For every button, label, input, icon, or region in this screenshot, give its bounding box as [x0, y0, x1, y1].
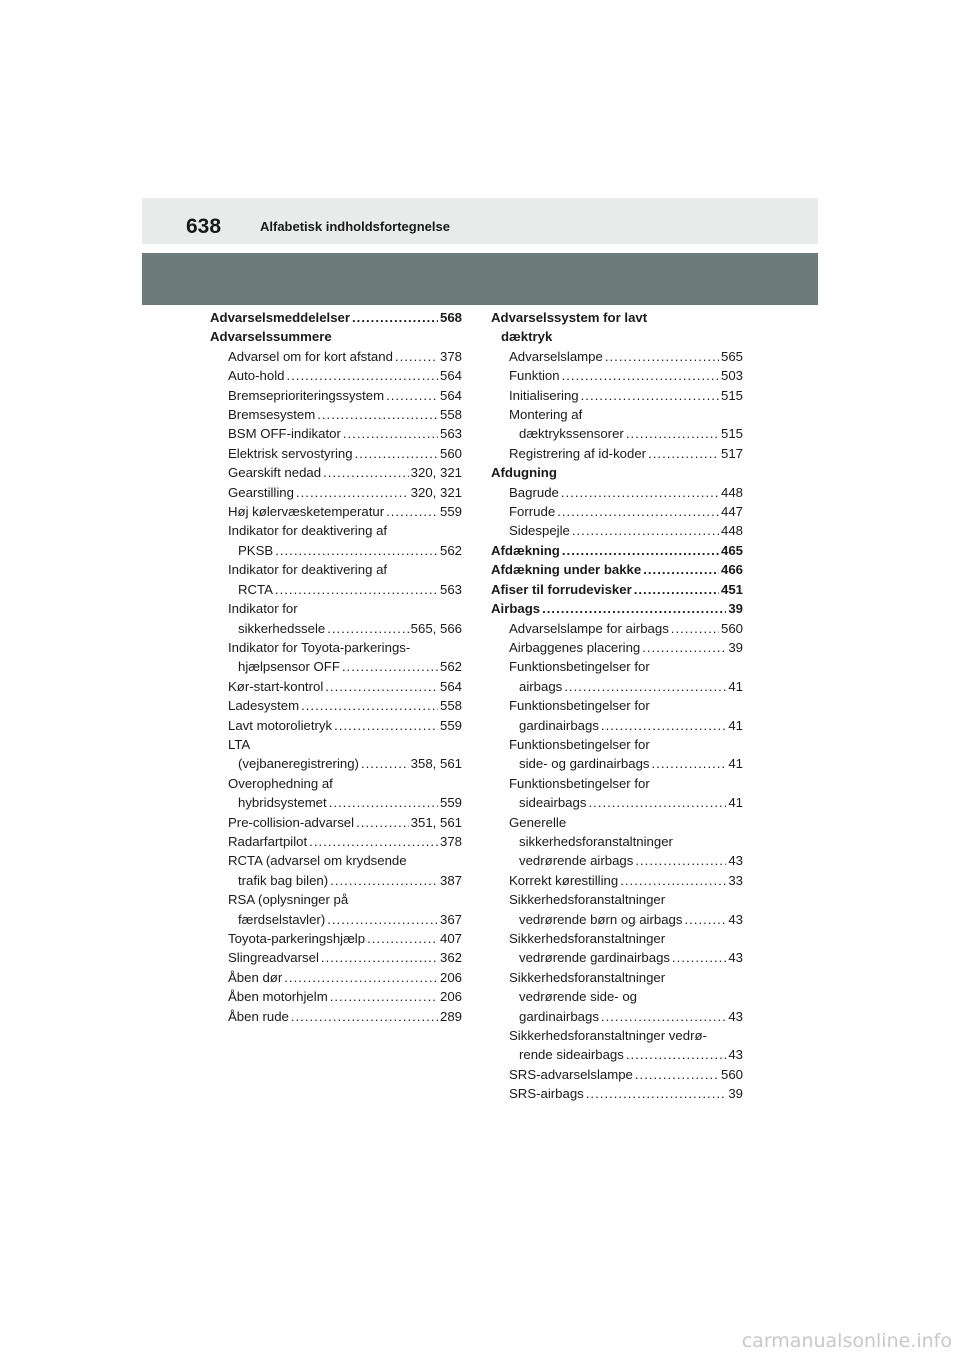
entry-label: Gearskift nedad [228, 465, 322, 481]
dot-leader [386, 386, 438, 405]
page-ref[interactable]: 451 [720, 581, 743, 597]
entry-label: Afdugning [491, 465, 557, 481]
dot-leader [626, 424, 719, 443]
index-entry [491, 1026, 743, 1045]
entry-label: Advarselslampe [509, 348, 603, 364]
index-entry [210, 851, 462, 870]
entry-label: Afdækning under bakke [491, 562, 642, 578]
index-entry [210, 793, 462, 812]
entry-label: Lavt motorolietryk [228, 717, 333, 733]
page-ref[interactable]: 564 [439, 678, 462, 694]
dot-leader [648, 444, 719, 463]
dot-leader [301, 696, 438, 715]
index-heading [491, 463, 743, 482]
entry-label: vedrørende børn og airbags [519, 911, 683, 927]
entry-label: airbags [519, 678, 563, 694]
page-ref[interactable]: 378 [439, 833, 462, 849]
index-entry [210, 405, 462, 424]
index-entry [210, 424, 462, 443]
entry-label: sikkerhedsforanstaltninger [519, 833, 673, 849]
page-ref[interactable]: 563 [439, 426, 462, 442]
page-ref[interactable]: 39 [728, 601, 743, 617]
page-ref[interactable]: 289 [439, 1008, 462, 1024]
entry-label: Radarfartpilot [228, 833, 308, 849]
page-ref[interactable]: 387 [439, 872, 462, 888]
entry-label: Advarselslampe for airbags [509, 620, 669, 636]
dot-leader [605, 347, 719, 366]
entry-label: dæktrykssensorer [519, 426, 624, 442]
entry-label: RSA (oplysninger på [228, 892, 349, 908]
dot-leader [330, 871, 438, 890]
entry-label: Funktionsbetingelser for [509, 698, 650, 714]
page-ref[interactable]: 43 [728, 1008, 743, 1024]
index-entry [491, 987, 743, 1006]
dot-leader [275, 580, 438, 599]
dot-leader [557, 502, 719, 521]
index-entry [491, 1045, 743, 1064]
entry-label: Funktionsbetingelser for [509, 659, 650, 675]
page-ref[interactable]: 466 [720, 562, 743, 578]
dot-leader [626, 1045, 726, 1064]
section-title: Alfabetisk indholdsfortegnelse [260, 219, 450, 234]
entry-label: færdselstavler) [238, 911, 326, 927]
dot-leader [635, 851, 726, 870]
index-entry [210, 599, 462, 618]
entry-label: dæktryk [501, 329, 553, 345]
entry-label: Registrering af id-koder [509, 445, 647, 461]
index-entry [491, 929, 743, 948]
dot-leader [309, 832, 438, 851]
page-ref[interactable]: 367 [439, 911, 462, 927]
index-entry [491, 521, 743, 540]
dot-leader [286, 366, 438, 385]
dot-leader [291, 1007, 438, 1026]
index-entry [491, 386, 743, 405]
index-entry [210, 968, 462, 987]
page-ref[interactable]: 564 [439, 368, 462, 384]
entry-label: Afdækning [491, 542, 560, 558]
index-heading [210, 308, 462, 327]
dot-leader [635, 1065, 719, 1084]
entry-label: Pre-collision-advarsel [228, 814, 355, 830]
entry-label: Åben motorhjelm [228, 989, 328, 1005]
entry-label: LTA [228, 736, 251, 752]
dot-leader [367, 929, 438, 948]
dot-leader [542, 599, 726, 618]
page-ref[interactable]: 206 [439, 989, 462, 1005]
dot-leader [296, 483, 409, 502]
page-ref[interactable]: 565, 566 [410, 620, 462, 636]
page-ref[interactable]: 560 [720, 1066, 743, 1082]
entry-label: sikkerhedssele [238, 620, 326, 636]
header-bar [142, 198, 818, 244]
index-entry [491, 813, 743, 832]
dot-leader [620, 871, 726, 890]
index-entry [491, 968, 743, 987]
index-entry [491, 444, 743, 463]
entry-label: hjælpsensor OFF [238, 659, 340, 675]
index-entry [210, 813, 462, 832]
entry-label: Åben rude [228, 1008, 289, 1024]
dot-leader [284, 968, 438, 987]
page-ref[interactable]: 41 [728, 678, 743, 694]
dot-leader [564, 677, 726, 696]
index-entry [210, 619, 462, 638]
entry-label: Generelle [509, 814, 567, 830]
page-ref[interactable]: 559 [439, 717, 462, 733]
entry-label: Advarselsmeddelelser [210, 310, 351, 325]
entry-label: Sikkerhedsforanstaltninger [509, 931, 666, 946]
entry-label: Funktionsbetingelser for [509, 736, 650, 752]
page-ref[interactable]: 558 [439, 698, 462, 714]
entry-label: Sikkerhedsforanstaltninger [509, 969, 666, 985]
entry-label: (vejbaneregistrering) [238, 756, 359, 772]
entry-label: Indikator for deaktivering af [228, 523, 388, 539]
index-entry [210, 774, 462, 793]
index-entry [491, 832, 743, 851]
index-entry [210, 638, 462, 657]
dot-leader [562, 541, 719, 560]
page-ref[interactable]: 568 [439, 310, 462, 325]
index-entry [491, 910, 743, 929]
index-entry [491, 638, 743, 657]
entry-label: Bagrude [509, 484, 559, 500]
entry-label: sideairbags [519, 795, 587, 811]
dot-leader [327, 910, 438, 929]
page-ref[interactable]: 407 [439, 931, 462, 946]
entry-label: Initialisering [509, 387, 579, 403]
dot-leader [323, 463, 409, 482]
index-entry [491, 716, 743, 735]
index-heading [491, 599, 743, 618]
index-entry [210, 677, 462, 696]
dot-leader [334, 716, 438, 735]
index-column-left [210, 308, 462, 1026]
dot-leader [562, 366, 719, 385]
index-entry [210, 483, 462, 502]
index-entry [210, 502, 462, 521]
index-entry [210, 580, 462, 599]
entry-label: Funktion [509, 368, 560, 384]
dot-leader [588, 793, 726, 812]
entry-label: Forrude [509, 504, 556, 520]
entry-label: PKSB [238, 542, 274, 558]
index-entry [210, 754, 462, 773]
page-ref[interactable]: 515 [720, 387, 743, 403]
entry-label: gardinairbags [519, 1008, 599, 1024]
entry-label: Korrekt kørestilling [509, 872, 619, 888]
dot-leader [361, 754, 409, 773]
page-ref[interactable]: 378 [439, 348, 462, 364]
entry-label: Sikkerhedsforanstaltninger [509, 892, 666, 908]
dot-leader [601, 716, 726, 735]
index-entry [210, 910, 462, 929]
page-ref[interactable]: 39 [728, 1086, 743, 1102]
entry-label: vedrørende gardinairbags [519, 950, 671, 966]
entry-label: Indikator for Toyota-parkerings- [228, 639, 411, 655]
page-ref[interactable]: 41 [728, 717, 743, 733]
entry-label: Elektrisk servostyring [228, 445, 353, 461]
index-entry [491, 405, 743, 424]
page-ref[interactable]: 320, 321 [410, 484, 462, 500]
index-entry [210, 735, 462, 754]
page-ref[interactable]: 515 [720, 426, 743, 442]
dot-leader [581, 386, 719, 405]
entry-label: Toyota-parkeringshjælp [228, 931, 366, 946]
dot-leader [386, 502, 438, 521]
dot-leader [275, 541, 438, 560]
index-entry [491, 347, 743, 366]
page-ref[interactable]: 39 [728, 639, 743, 655]
entry-label: Advarsel om for kort afstand [228, 348, 393, 364]
dot-leader [356, 813, 409, 832]
entry-label: BSM OFF-indikator [228, 426, 341, 442]
index-entry [210, 657, 462, 676]
dot-leader [671, 619, 719, 638]
index-entry [210, 716, 462, 735]
page-ref[interactable]: 448 [720, 484, 743, 500]
index-heading [491, 308, 743, 327]
entry-label: Advarselssystem for lavt [491, 310, 648, 325]
entry-label: trafik bag bilen) [238, 872, 329, 888]
entry-label: Slingreadvarsel [228, 950, 319, 966]
index-entry [210, 444, 462, 463]
page-ref[interactable]: 517 [720, 445, 743, 461]
entry-label: hybridsystemet [238, 795, 327, 811]
dot-leader [642, 638, 726, 657]
index-entry [210, 832, 462, 851]
index-entry [491, 735, 743, 754]
page-number: 638 [186, 215, 222, 238]
dot-leader [330, 987, 438, 1006]
page-ref[interactable]: 43 [728, 853, 743, 869]
entry-label: Overophedning af [228, 775, 333, 791]
page-ref[interactable]: 465 [720, 542, 743, 558]
index-entry [491, 1084, 743, 1103]
page-ref[interactable]: 564 [439, 387, 462, 403]
index-entry [210, 366, 462, 385]
index-heading [491, 541, 743, 560]
dot-leader [342, 657, 438, 676]
page-ref[interactable]: 565 [720, 348, 743, 364]
entry-label: gardinairbags [519, 717, 599, 733]
dot-leader [634, 580, 719, 599]
entry-label: Åben dør [228, 969, 283, 985]
entry-label: Gearstilling [228, 484, 294, 500]
index-entry [491, 754, 743, 773]
index-entry [491, 502, 743, 521]
dot-leader [643, 560, 719, 579]
dot-leader [684, 910, 726, 929]
dot-leader [572, 521, 719, 540]
index-entry [210, 560, 462, 579]
dot-leader [329, 793, 438, 812]
entry-label: Advarselssummere [210, 329, 332, 345]
page-ref[interactable]: 358, 561 [410, 756, 462, 772]
dot-leader [355, 444, 438, 463]
page-ref[interactable]: 503 [720, 368, 743, 384]
dot-leader [343, 424, 438, 443]
index-heading [491, 327, 743, 346]
index-entry [210, 987, 462, 1006]
index-entry [210, 463, 462, 482]
index-entry [491, 677, 743, 696]
entry-label: Kør-start-kontrol [228, 678, 324, 694]
index-entry [210, 521, 462, 540]
index-entry [491, 871, 743, 890]
page-ref[interactable]: 362 [439, 950, 462, 966]
page-ref[interactable]: 562 [439, 542, 462, 558]
entry-label: Sikkerhedsforanstaltninger vedrø- [509, 1028, 707, 1044]
entry-label: Indikator for deaktivering af [228, 562, 388, 578]
index-entry [210, 871, 462, 890]
page-ref[interactable]: 558 [439, 407, 462, 423]
page-ref[interactable]: 559 [439, 504, 462, 520]
page-ref[interactable]: 447 [720, 504, 743, 520]
page-ref[interactable]: 33 [728, 872, 743, 888]
watermark: carmanualsonline.info [741, 1330, 952, 1352]
page-ref[interactable]: 320, 321 [410, 465, 462, 481]
entry-label: Indikator for [228, 601, 298, 617]
entry-label: RCTA [238, 581, 273, 597]
index-entry [491, 483, 743, 502]
index-column-right [491, 308, 743, 1104]
entry-label: RCTA (advarsel om krydsende [228, 853, 407, 869]
index-entry [491, 696, 743, 715]
dot-leader [601, 1007, 726, 1026]
index-entry [491, 774, 743, 793]
index-entry [210, 948, 462, 967]
index-heading [491, 560, 743, 579]
entry-label: SRS-airbags [509, 1086, 584, 1102]
page-ref[interactable]: 351, 561 [410, 814, 462, 830]
page-ref[interactable]: 41 [728, 756, 743, 772]
index-entry [491, 619, 743, 638]
dot-leader [317, 405, 438, 424]
entry-label: Airbaggenes placering [509, 639, 641, 655]
entry-label: Airbags [491, 601, 541, 617]
page-ref[interactable]: 559 [439, 795, 462, 811]
index-entry [210, 541, 462, 560]
entry-label: Afiser til forrudevisker [491, 581, 632, 597]
index-entry [210, 386, 462, 405]
index-entry [491, 424, 743, 443]
index-entry [491, 793, 743, 812]
page-ref[interactable]: 43 [728, 911, 743, 927]
index-entry [210, 890, 462, 909]
dot-leader [561, 483, 719, 502]
page-ref[interactable]: 43 [728, 1047, 743, 1063]
dot-leader [327, 619, 408, 638]
entry-label: Montering af [509, 407, 583, 423]
index-entry [210, 1007, 462, 1026]
page-ref[interactable]: 560 [439, 445, 462, 461]
index-entry [491, 851, 743, 870]
dot-leader [395, 347, 438, 366]
page-ref[interactable]: 563 [439, 581, 462, 597]
index-entry [210, 347, 462, 366]
entry-label: Bremseprioriteringssystem [228, 387, 385, 403]
index-entry [491, 657, 743, 676]
entry-label: Funktionsbetingelser for [509, 775, 650, 791]
index-entry [491, 890, 743, 909]
entry-label: SRS-advarselslampe [509, 1066, 633, 1082]
entry-label: side- og gardinairbags [519, 756, 650, 772]
index-entry [210, 929, 462, 948]
index-heading [491, 580, 743, 599]
index-entry [210, 696, 462, 715]
dot-leader [652, 754, 727, 773]
index-entry [491, 948, 743, 967]
header-band [142, 253, 818, 305]
index-entry [491, 1007, 743, 1026]
entry-label: Bremsesystem [228, 407, 316, 423]
entry-label: vedrørende airbags [519, 853, 634, 869]
entry-label: Høj kølervæsketemperatur [228, 504, 385, 520]
page-ref[interactable]: 448 [720, 523, 743, 539]
index-heading [210, 327, 462, 346]
entry-label: Auto-hold [228, 368, 285, 384]
page-ref[interactable]: 562 [439, 659, 462, 675]
dot-leader [586, 1084, 727, 1103]
entry-label: Sidespejle [509, 523, 570, 539]
entry-label: rende sideairbags [519, 1047, 624, 1063]
entry-label: vedrørende side- og [519, 989, 638, 1005]
dot-leader [352, 308, 438, 327]
dot-leader [325, 677, 438, 696]
page-ref[interactable]: 560 [720, 620, 743, 636]
index-entry [491, 366, 743, 385]
index-entry [491, 1065, 743, 1084]
page-ref[interactable]: 41 [728, 795, 743, 811]
page-ref[interactable]: 43 [728, 950, 743, 966]
page-ref[interactable]: 206 [439, 969, 462, 985]
entry-label: Ladesystem [228, 698, 300, 714]
dot-leader [321, 948, 438, 967]
dot-leader [672, 948, 726, 967]
